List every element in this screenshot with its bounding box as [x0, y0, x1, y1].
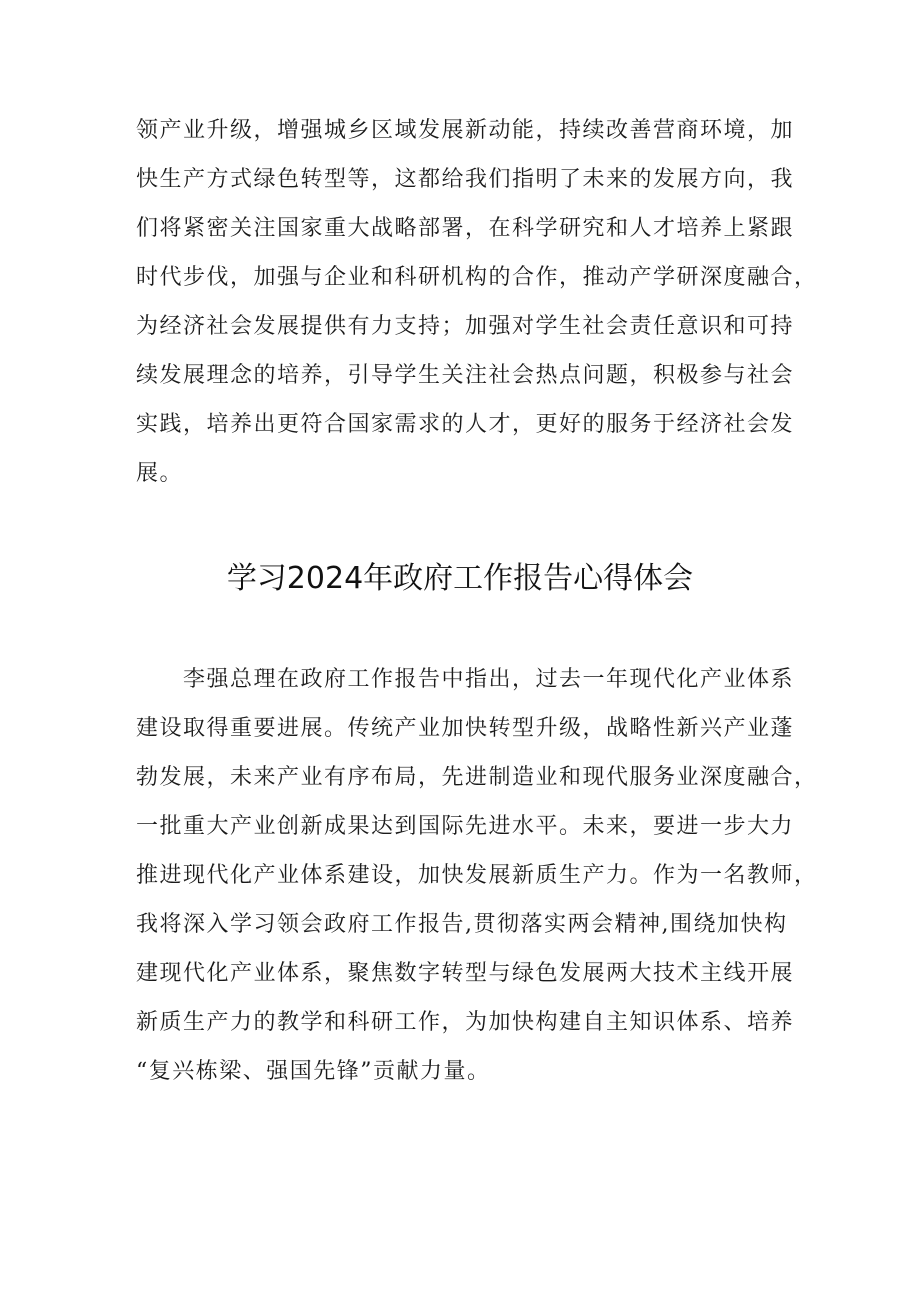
- text-line: 实践，培养出更符合国家需求的人才，更好的服务于经济社会发: [136, 412, 795, 437]
- text-line: 建设取得重要进展。传统产业加快转型升级，战略性新兴产业蓬: [136, 716, 795, 741]
- text-line: 新质生产力的教学和科研工作，为加快构建自主知识体系、培养: [136, 1010, 795, 1035]
- text-line: 领产业升级，增强城乡区域发展新动能，持续改善营商环境，加: [136, 118, 795, 143]
- section-title: 学习2024年政府工作报告心得体会: [226, 561, 694, 596]
- text-line: 时代步伐，加强与企业和科研机构的合作，推动产学研深度融合，: [136, 265, 818, 290]
- paragraph-body: [136, 655, 818, 1096]
- text-line: 展。: [136, 461, 184, 486]
- text-line: 我将深入学习领会政府工作报告,贯彻落实两会精神,围绕加快构: [136, 912, 788, 937]
- text-line: 李强总理在政府工作报告中指出，过去一年现代化产业体系: [136, 667, 795, 692]
- text-line: 一批重大产业创新成果达到国际先进水平。未来，要进一步大力: [136, 814, 795, 839]
- text-line: 推进现代化产业体系建设，加快发展新质生产力。作为一名教师，: [136, 863, 818, 888]
- text-line: “复兴栋梁、强国先锋”贡献力量。: [136, 1059, 491, 1084]
- text-line: 勃发展，未来产业有序布局，先进制造业和现代服务业深度融合，: [136, 765, 818, 790]
- text-line: 为经济社会发展提供有力支持；加强对学生社会责任意识和可持: [136, 314, 795, 339]
- text-line: 快生产方式绿色转型等，这都给我们指明了未来的发展方向，我: [136, 167, 795, 192]
- text-line: 建现代化产业体系，聚焦数字转型与绿色发展两大技术主线开展: [136, 961, 795, 986]
- text-line: 续发展理念的培养，引导学生关注社会热点问题，积极参与社会: [136, 363, 795, 388]
- paragraph-continued: [136, 106, 818, 498]
- text-line: 们将紧密关注国家重大战略部署，在科学研究和人才培养上紧跟: [136, 216, 795, 241]
